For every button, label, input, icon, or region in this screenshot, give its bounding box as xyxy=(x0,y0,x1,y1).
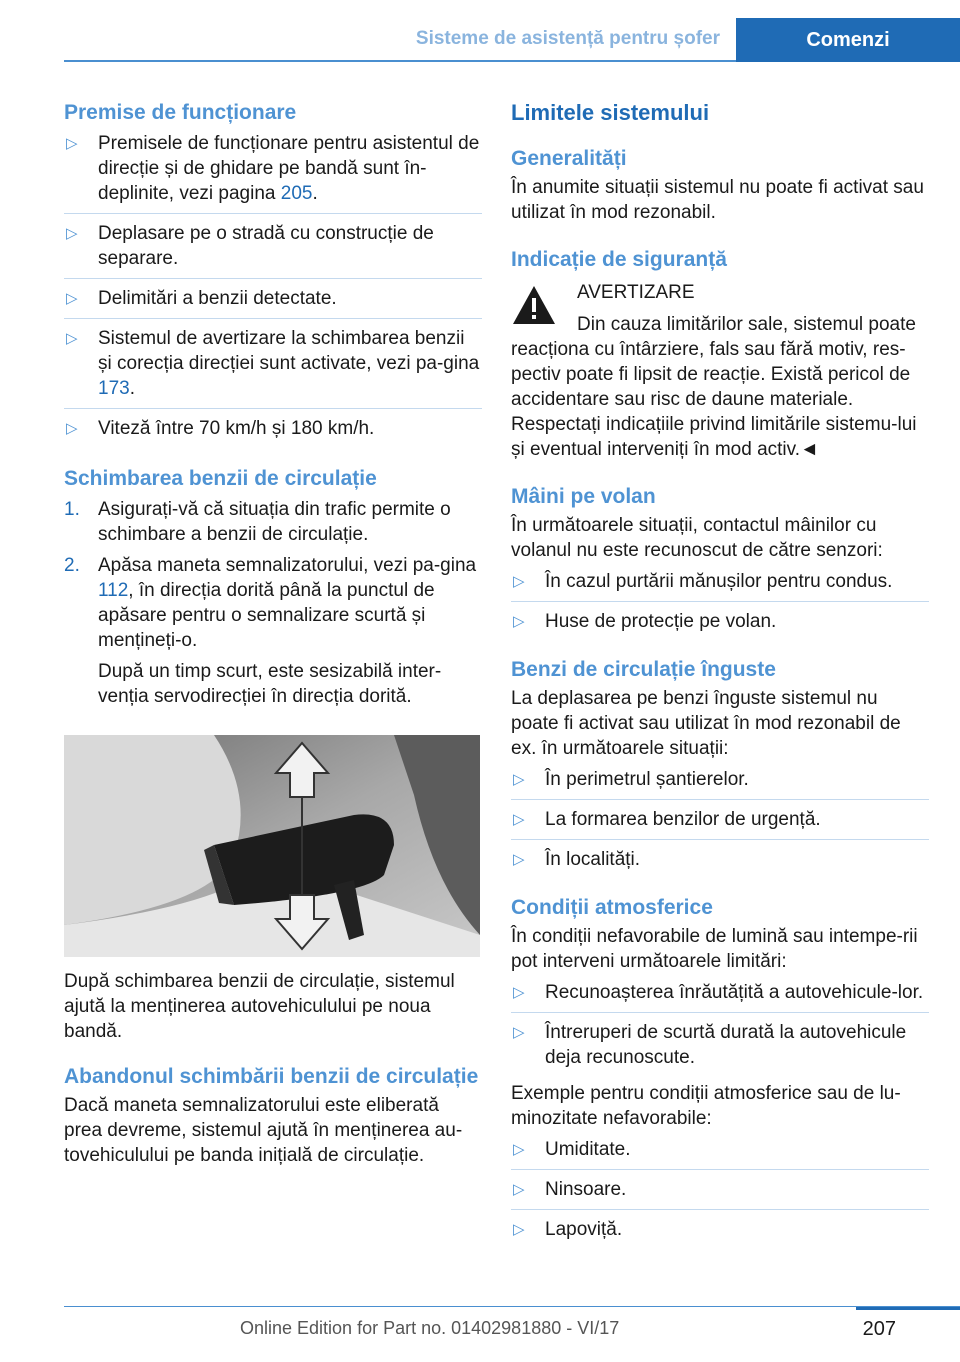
page-link[interactable]: 205 xyxy=(280,183,313,204)
maini-text: În următoarele situații, contactul mâinilor cu volanul nu este recunoscut de către senzori: xyxy=(511,515,883,561)
lever-image xyxy=(64,735,480,957)
benzi-text: La deplasarea pe benzi înguste sistemul nu poate fi activat sau utilizat în mod rezonabil de ex. în următoarele situații: xyxy=(511,688,901,759)
generalitati-text: În anumite situații sistemul nu poate fi activat sau utilizat în mod rezonabil. xyxy=(511,177,924,223)
warning-block xyxy=(511,280,929,462)
heading-conditii: Condiții atmosferice xyxy=(511,896,713,919)
conditii-list xyxy=(511,980,929,1077)
triangle-bullet-icon: ▷ xyxy=(513,1141,525,1158)
triangle-bullet-icon: ▷ xyxy=(66,330,78,347)
triangle-bullet-icon: ▷ xyxy=(513,1221,525,1238)
list-item: ▷ Delimitări a benzii detectate. xyxy=(64,286,482,319)
after-image-text: După schimbarea benzii de circulație, sistemul ajută la menținerea autovehiculului pe noua bandă. xyxy=(64,971,455,1042)
triangle-bullet-icon: ▷ xyxy=(66,225,78,242)
header-tab-comenzi[interactable]: Comenzi xyxy=(736,18,960,62)
warning-text: reacționa cu întârziere, fals sau fără motiv, res-pectiv poate fi lipsit de reacție. Există pericol de accidentare sau risc de daune materiale. Respectați indicațiile privind limitările sistemu-lui și eventual interveniți în mod activ.◄ xyxy=(511,339,917,460)
triangle-bullet-icon: ▷ xyxy=(513,613,525,630)
list-item: 2. Apăsa maneta semnalizatorului, vezi pa-gina 112, în direcția dorită până la punctul de apăsare pentru o semnalizare scurtă și mențineți-o. După un timp scurt, este sesizabilă inter-venția servodirecției în direcția dorită. xyxy=(64,553,482,713)
triangle-bullet-icon: ▷ xyxy=(66,420,78,437)
list-item: ▷ Ninsoare. xyxy=(511,1177,929,1210)
premise-list xyxy=(64,131,482,448)
exemple-text: Exemple pentru condiții atmosferice sau de lu-minozitate nefavorabile: xyxy=(511,1083,901,1129)
list-item: ▷ Premisele de funcționare pentru asistentul de direcție și de ghidare pe bandă sunt în-deplinite, vezi pagina 205. xyxy=(64,131,482,214)
triangle-bullet-icon: ▷ xyxy=(66,290,78,307)
turn-signal-lever-illustration xyxy=(64,735,480,957)
heading-maini: Mâini pe volan xyxy=(511,485,656,508)
list-item: ▷ În perimetrul șantierelor. xyxy=(511,767,929,800)
list-item: ▷ Deplasare pe o stradă cu construcție de separare. xyxy=(64,221,482,279)
heading-generalitati: Generalități xyxy=(511,147,627,170)
warning-first-line: Din cauza limitărilor sale, sistemul poate xyxy=(577,314,916,335)
list-item: ▷ Viteză între 70 km/h și 180 km/h. xyxy=(66,418,375,439)
heading-benzi: Benzi de circulație înguste xyxy=(511,658,776,681)
triangle-bullet-icon: ▷ xyxy=(513,984,525,1001)
heading-premise: Premise de funcționare xyxy=(64,101,297,124)
list-item: ▷ Lapoviță. xyxy=(513,1219,623,1240)
exemple-list xyxy=(511,1137,929,1249)
footer-accent-bar xyxy=(856,1307,960,1310)
right-column xyxy=(511,100,929,1249)
warning-title: AVERTIZARE xyxy=(577,282,695,303)
page-link[interactable]: 173 xyxy=(98,378,130,399)
step-note: După un timp scurt, este sesizabilă inter-venția servodirecției în direcția dorită. xyxy=(98,661,442,707)
list-item: ▷ În localități. xyxy=(513,849,641,870)
triangle-bullet-icon: ▷ xyxy=(513,811,525,828)
header-section-title: Sisteme de asistență pentru șofer xyxy=(415,28,720,49)
steps-list xyxy=(64,497,482,713)
triangle-bullet-icon: ▷ xyxy=(66,135,78,152)
heading-indicatie: Indicație de siguranță xyxy=(511,248,727,271)
warning-triangle-icon xyxy=(511,284,557,326)
list-item: ▷ În cazul purtării mănușilor pentru condus. xyxy=(511,569,929,602)
list-item: 1. Asigurați-vă că situația din trafic permite o schimbare a benzii de circulație. xyxy=(64,499,451,545)
triangle-bullet-icon: ▷ xyxy=(513,1024,525,1041)
list-item: ▷ La formarea benzilor de urgență. xyxy=(511,807,929,840)
list-item: ▷ Recunoașterea înrăutățită a autovehicule-lor. xyxy=(511,980,929,1013)
heading-limite: Limitele sistemului xyxy=(511,100,710,125)
left-column xyxy=(64,100,482,1168)
triangle-bullet-icon: ▷ xyxy=(513,1181,525,1198)
heading-abandon: Abandonul schimbării benzii de circulație xyxy=(64,1065,479,1088)
abandon-text: Dacă maneta semnalizatorului este eliberată prea devreme, sistemul ajută în menținerea au-tovehiculului pe banda inițială de circulație. xyxy=(64,1095,463,1166)
page-number: 207 xyxy=(862,1318,896,1340)
triangle-bullet-icon: ▷ xyxy=(513,573,525,590)
list-item: ▷ Întreruperi de scurtă durată la autovehicule deja recunoscute. xyxy=(513,1022,907,1068)
triangle-bullet-icon: ▷ xyxy=(513,851,525,868)
heading-schimbare: Schimbarea benzii de circulație xyxy=(64,467,377,490)
list-item: ▷ Huse de protecție pe volan. xyxy=(513,611,777,632)
triangle-bullet-icon: ▷ xyxy=(513,771,525,788)
footer-edition: Online Edition for Part no. 01402981880 - VI/17 xyxy=(240,1318,620,1338)
list-item: ▷ Umiditate. xyxy=(511,1137,929,1170)
list-item: ▷ Sistemul de avertizare la schimbarea benzii și corecția direcției sunt activate, vezi pa-gina 173. xyxy=(64,326,482,409)
page-link[interactable]: 112 xyxy=(98,580,129,601)
conditii-text: În condiții nefavorabile de lumină sau intempe-rii pot interveni următoarele limitări: xyxy=(511,926,918,972)
benzi-list xyxy=(511,767,929,879)
maini-list xyxy=(511,569,929,641)
footer-rule xyxy=(64,1306,960,1307)
